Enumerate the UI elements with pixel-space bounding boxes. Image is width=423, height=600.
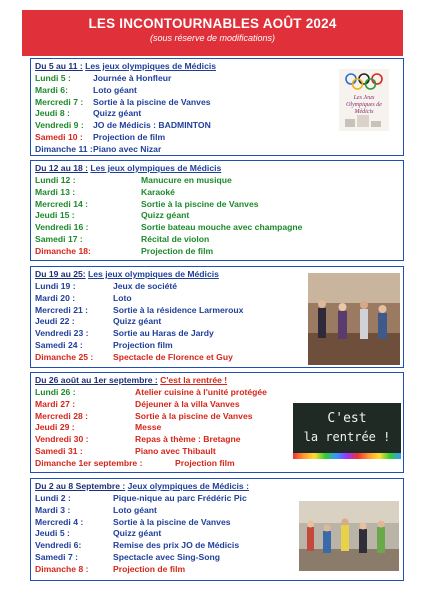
section-heading bbox=[35, 481, 249, 491]
chalkboard-line-2: la rentrée ! bbox=[303, 430, 391, 444]
activity-label: Déjeuner à la villa Vanves bbox=[135, 398, 240, 409]
page-subtitle: (sous réserve de modifications) bbox=[149, 33, 276, 43]
day-label: Vendredi 9 : bbox=[35, 120, 84, 131]
week-section-4 bbox=[30, 372, 404, 473]
section-dates: Du 2 au 8 Septembre : bbox=[35, 481, 126, 491]
activity-label: Sortie à la piscine de Vanves bbox=[93, 96, 211, 107]
day-label: Mardi 27 : bbox=[35, 398, 76, 409]
activity-label: Atelier cuisine à l'unité protégée bbox=[135, 387, 267, 397]
day-label: Samedi 10 : bbox=[35, 132, 83, 142]
week-section-2 bbox=[30, 160, 404, 261]
activity-label: Loto géant bbox=[93, 84, 137, 95]
activity-label: Manucure en musique bbox=[141, 175, 232, 185]
section-heading bbox=[35, 163, 221, 173]
section-theme: Les jeux olympiques de Médicis bbox=[90, 163, 222, 173]
section-theme: Les jeux olympiques de Médicis bbox=[85, 61, 217, 71]
day-label: Dimanche 11 : bbox=[35, 143, 93, 154]
day-label: Samedi 7 : bbox=[35, 552, 78, 562]
day-label: Jeudi 22 : bbox=[35, 316, 75, 327]
day-label: Dimanche 1er septembre : bbox=[35, 457, 143, 468]
svg-text:Olympiques de: Olympiques de bbox=[346, 102, 382, 108]
page-title: LES INCONTOURNABLES AOÛT 2024 bbox=[88, 16, 337, 31]
activity-label: Karaoké bbox=[141, 186, 175, 197]
week-section-3 bbox=[30, 266, 404, 368]
activity-label: Spectacle de Florence et Guy bbox=[113, 351, 233, 362]
day-label: Vendredi 6: bbox=[35, 540, 82, 551]
section-theme: Les jeux olympiques de Médicis bbox=[88, 269, 219, 279]
chalkboard-image bbox=[293, 403, 401, 459]
day-label: Mardi 3 : bbox=[35, 504, 71, 515]
activity-label: Quizz géant bbox=[113, 528, 162, 539]
activity-label: Sortie à la piscine de Vanves bbox=[113, 516, 231, 527]
section-theme: Jeux olympiques de Médicis : bbox=[127, 481, 249, 491]
activity-label: Remise des prix JO de Médicis bbox=[113, 540, 240, 551]
day-label: Samedi 31 : bbox=[35, 446, 83, 456]
section-heading bbox=[35, 375, 227, 385]
week-section-1 bbox=[30, 58, 404, 156]
activity-label: Messe bbox=[135, 422, 162, 433]
day-label: Mercredi 21 : bbox=[35, 304, 89, 315]
day-label: Mardi 13 : bbox=[35, 186, 76, 197]
activity-label: Loto bbox=[113, 292, 132, 303]
section-dates: Du 5 au 11 : bbox=[35, 61, 83, 71]
day-label: Samedi 17 : bbox=[35, 234, 83, 244]
day-label: Lundi 5 : bbox=[35, 73, 71, 83]
activity-label: Journée à Honfleur bbox=[93, 73, 172, 83]
day-label: Lundi 12 : bbox=[35, 175, 76, 185]
day-label: Lundi 26 : bbox=[35, 387, 76, 397]
section-heading bbox=[35, 269, 219, 279]
day-label: Dimanche 8 : bbox=[35, 563, 89, 574]
activity-label: Sortie au Haras de Jardy bbox=[113, 328, 214, 339]
activity-label: Projection de film bbox=[93, 132, 166, 142]
activity-label: Sortie bateau mouche avec champagne bbox=[141, 222, 303, 233]
day-label: Mardi 20 : bbox=[35, 292, 76, 303]
activity-label: Projection de film bbox=[141, 245, 214, 256]
activity-photo bbox=[308, 273, 400, 365]
activity-label: Piano avec Nizar bbox=[93, 143, 162, 154]
activity-label: Projection de film bbox=[113, 563, 186, 574]
section-dates: Du 26 août au 1er septembre : bbox=[35, 375, 158, 385]
day-label: Lundi 19 : bbox=[35, 281, 76, 291]
day-label: Jeudi 5 : bbox=[35, 528, 70, 539]
day-label: Jeudi 15 : bbox=[35, 210, 75, 221]
activity-label: Spectacle avec Sing-Song bbox=[113, 552, 220, 562]
pencil-border bbox=[293, 453, 401, 459]
day-label: Vendredi 30 : bbox=[35, 434, 89, 445]
activity-label: Sortie à la résidence Larmeroux bbox=[113, 304, 244, 315]
activity-label: Loto géant bbox=[113, 504, 157, 515]
day-label: Dimanche 18: bbox=[35, 245, 91, 256]
svg-text:Médicis: Médicis bbox=[354, 109, 374, 115]
activity-label: Sortie à la piscine de Vanves bbox=[141, 198, 259, 209]
section-theme: C'est la rentrée ! bbox=[160, 375, 228, 385]
olympics-poster-image bbox=[339, 69, 389, 131]
day-label: Vendredi 23 : bbox=[35, 328, 89, 339]
week-section-5 bbox=[30, 478, 404, 581]
section-dates: Du 12 au 18 : bbox=[35, 163, 89, 173]
activity-label: Projection film bbox=[113, 340, 173, 350]
day-label: Mardi 6: bbox=[35, 84, 68, 95]
day-label: Vendredi 16 : bbox=[35, 222, 89, 233]
activity-label: Pique-nique au parc Frédéric Pic bbox=[113, 493, 247, 503]
day-label: Dimanche 25 : bbox=[35, 351, 94, 362]
day-label: Samedi 24 : bbox=[35, 340, 83, 350]
activity-label: Projection film bbox=[175, 457, 235, 468]
activity-label: Quizz géant bbox=[93, 108, 142, 119]
activity-label: Repas à thème : Bretagne bbox=[135, 434, 241, 445]
section-heading bbox=[35, 61, 216, 71]
chalkboard-line-1: C'est bbox=[327, 411, 367, 426]
activity-label: Jeux de société bbox=[113, 281, 178, 291]
activity-label: Récital de violon bbox=[141, 234, 210, 244]
activity-label: Quizz géant bbox=[141, 210, 190, 221]
activity-label: Piano avec Thibault bbox=[135, 446, 216, 456]
day-label: Mercredi 28 : bbox=[35, 410, 89, 421]
day-label: Jeudi 29 : bbox=[35, 422, 75, 433]
activity-label: Quizz géant bbox=[113, 316, 162, 327]
page-header bbox=[22, 10, 403, 56]
svg-text:Les Jeux: Les Jeux bbox=[353, 95, 375, 101]
day-label: Mercredi 7 : bbox=[35, 96, 84, 107]
activity-label: JO de Médicis : BADMINTON bbox=[93, 120, 211, 131]
activity-photo bbox=[299, 501, 399, 571]
day-label: Jeudi 8 : bbox=[35, 108, 70, 119]
day-label: Mercredi 14 : bbox=[35, 198, 89, 209]
activity-label: Sortie à la piscine de Vanves bbox=[135, 410, 253, 421]
day-label: Lundi 2 : bbox=[35, 493, 71, 503]
section-dates: Du 19 au 25: bbox=[35, 269, 86, 279]
day-label: Mercredi 4 : bbox=[35, 516, 84, 527]
